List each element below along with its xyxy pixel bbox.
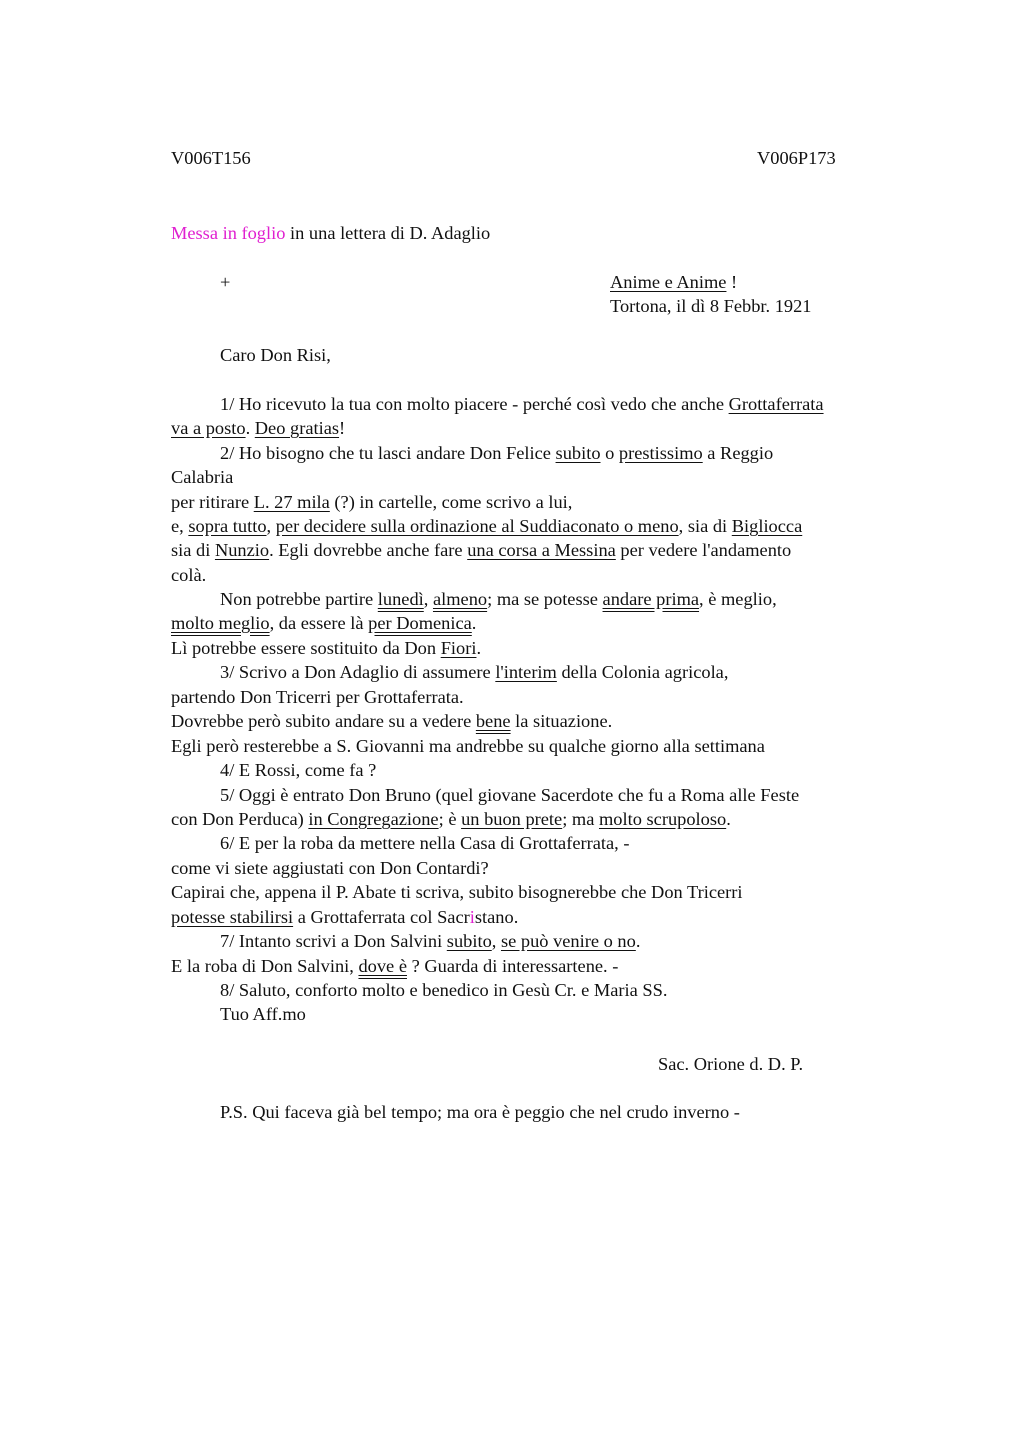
paragraph-7-line-2: E la roba di Don Salvini, dove è ? Guarda di interessartene. -: [171, 956, 619, 976]
paragraph-6-line-1: 6/ E per la roba da mettere nella Casa di Grottaferrata, -: [220, 833, 630, 853]
document-code-left: V006T156: [171, 148, 251, 168]
paragraph-3-line-4: Egli però resterebbe a S. Giovanni ma andrebbe su qualche giorno alla settimana: [171, 736, 765, 756]
paragraph-7-line-1: 7/ Intanto scrivi a Don Salvini subito, se può venire o no.: [220, 931, 641, 951]
place-date: Tortona, il dì 8 Febbr. 1921: [610, 296, 812, 316]
paragraph-2-line-5: sia di Nunzio. Egli dovrebbe anche fare una corsa a Messina per vedere l'andamento: [171, 540, 792, 560]
title-rest: in una lettera di D. Adaglio: [285, 223, 491, 243]
paragraph-3-line-3: Dovrebbe però subito andare su a vedere bene la situazione.: [171, 711, 613, 731]
paragraph-5-line-1: 5/ Oggi è entrato Don Bruno (quel giovane Sacerdote che fu a Roma alle Feste: [220, 785, 800, 805]
paragraph-2-line-3: per ritirare L. 27 mila (?) in cartelle, come scrivo a lui,: [171, 492, 573, 512]
paragraph-2-line-9: Lì potrebbe essere sostituito da Don Fiori.: [171, 638, 482, 658]
paragraph-2-line-6: colà.: [171, 565, 207, 585]
cross-symbol: +: [220, 272, 231, 292]
paragraph-8: 8/ Saluto, conforto molto e benedico in Gesù Cr. e Maria SS.: [220, 980, 668, 1000]
paragraph-2-line-1: 2/ Ho bisogno che tu lasci andare Don Felice subito o prestissimo a Reggio: [220, 443, 774, 463]
paragraph-6-line-3: Capirai che, appena il P. Abate ti scriva, subito bisognerebbe che Don Tricerri: [171, 882, 743, 902]
paragraph-2-line-4: e, sopra tutto, per decidere sulla ordinazione al Suddiaconato o meno, sia di Bigliocca: [171, 516, 803, 536]
title-highlight: Messa in foglio: [171, 223, 286, 243]
document-code-right: V006P173: [757, 148, 836, 168]
motto: Anime e Anime !: [610, 272, 738, 292]
paragraph-3-line-1: 3/ Scrivo a Don Adaglio di assumere l'interim della Colonia agricola,: [220, 662, 729, 682]
paragraph-2-line-8: molto meglio, da essere là per Domenica.: [171, 613, 477, 633]
paragraph-4: 4/ E Rossi, come fa ?: [220, 760, 377, 780]
paragraph-5-line-2: con Don Perduca) in Congregazione; è un buon prete; ma molto scrupoloso.: [171, 809, 731, 829]
postscript: P.S. Qui faceva già bel tempo; ma ora è peggio che nel crudo inverno -: [220, 1102, 740, 1122]
paragraph-6-line-2: come vi siete aggiustati con Don Contardi?: [171, 858, 489, 878]
salutation: Caro Don Risi,: [220, 345, 331, 365]
paragraph-6-line-4: potesse stabilirsi a Grottaferrata col Sacristano.: [171, 907, 519, 927]
paragraph-2-line-2: Calabria: [171, 467, 234, 487]
signature: Sac. Orione d. D. P.: [658, 1054, 804, 1074]
paragraph-3-line-2: partendo Don Tricerri per Grottaferrata.: [171, 687, 464, 707]
motto-text: Anime e Anime: [610, 272, 727, 292]
paragraph-1-line-1: 1/ Ho ricevuto la tua con molto piacere - perché così vedo che anche Grottaferrata: [220, 394, 824, 414]
closing: Tuo Aff.mo: [220, 1004, 306, 1024]
paragraph-2-line-7: Non potrebbe partire lunedì, almeno; ma se potesse andare prima, è meglio,: [220, 589, 777, 609]
paragraph-1-line-2: va a posto. Deo gratias!: [171, 418, 346, 438]
document-title: [171, 221, 490, 245]
